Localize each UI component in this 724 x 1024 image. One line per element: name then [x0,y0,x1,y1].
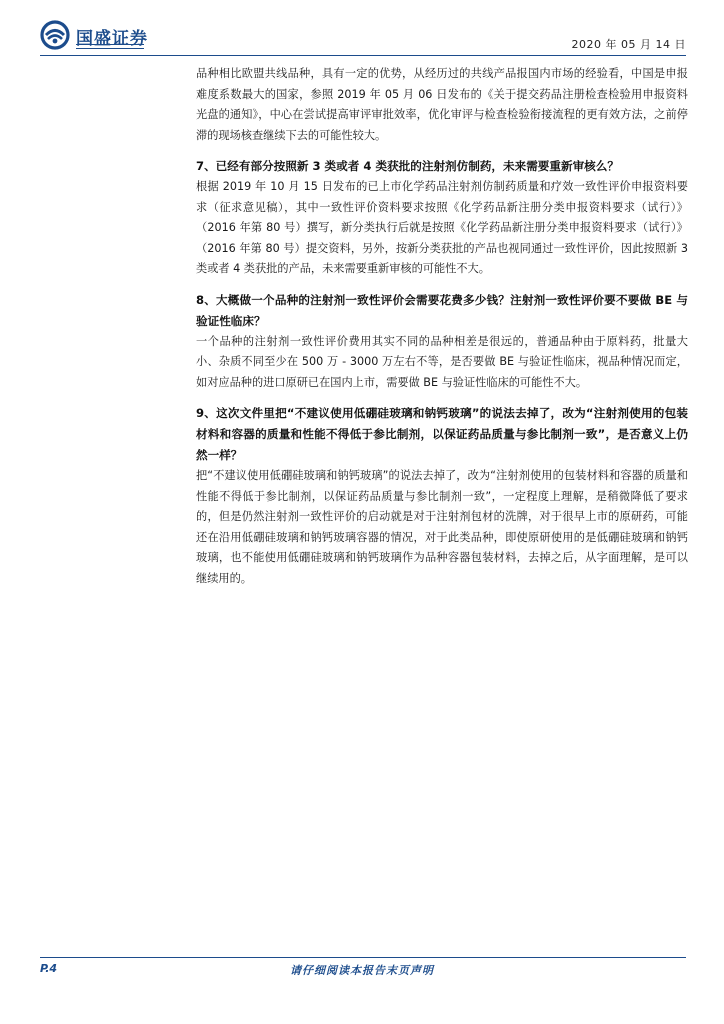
brand-logo [40,20,180,52]
report-date: 2020 年 05 月 14 日 [571,38,686,51]
guosheng-logo-icon [40,20,70,50]
section-spacer [196,393,688,403]
answer-9: 把“不建议使用低硼硅玻璃和钠钙玻璃”的说法去掉了，改为“注射剂使用的包装材料和容器的质量和性能不得低于参比制剂，以保证药品质量与参比制剂一致”，一定程度上理解，是稍微降低了要求的，但是仍然注射剂一致性评价的启动就是对于注射剂包材的洗牌，对于很早上市的原研药，可能还在沿用低硼硅玻璃和钠钙玻璃容器的情况，对于此类品种，即使原研使用的是低硼硅玻璃和钠钙玻璃，也不能使用低硼硅玻璃和钠钙玻璃作为品种容器包装材料，去掉之后，从字面理解，是可以继续用的。 [196,469,688,585]
question-8: 8、大概做一个品种的注射剂一致性评价会需要花费多少钱？注射剂一致性评价要不要做 BE 与验证性临床？ [196,292,688,328]
logo-text: 国盛证券 [76,29,148,49]
footer-divider [40,957,686,958]
section-spacer [196,146,688,156]
question-9: 9、这次文件里把“不建议使用低硼硅玻璃和钠钙玻璃”的说法去掉了，改为“注射剂使用的包装材料和容器的质量和性能不得低于参比制剂，以保证药品质量与参比制剂一致”，是否意义上仍然一样？ [196,406,688,462]
report-body [196,64,688,589]
intro-paragraph: 品种相比欧盟共线品种，具有一定的优势，从经历过的共线产品报国内市场的经验看，中国是申报难度系数最大的国家，参照 2019 年 05 月 06 日发布的《关于提交药品注册检查检验用申报资料光盘的通知》，中心在尝试提高审评审批效率，优化审评与检查检验衔接流程的更有效方法，之前停滞的现场核查继续下去的可能性较大。 [196,67,688,142]
question-7: 7、已经有部分按照新 3 类或者 4 类获批的注射剂仿制药，未来需要重新审核么？ [196,159,619,173]
answer-8: 一个品种的注射剂一致性评价费用其实不同的品种相差是很远的，普通品种由于原料药，批量大小、杂质不同至少在 500 万 - 3000 万左右不等，是否要做 BE 与验证性临床，视品种情况而定，如对应品种的进口原研已在国内上市，需要做 BE 与验证性临床的可能性不大。 [196,334,688,389]
logo-underline [76,44,144,49]
header-divider [40,55,686,56]
footer-disclaimer: 请仔细阅读本报告末页声明 [290,964,434,977]
page-number: P.4 [40,962,58,975]
answer-7: 根据 2019 年 10 月 15 日发布的已上市化学药品注射剂仿制药质量和疗效一致性评价申报资料要求（征求意见稿），其中一致性评价资料要求按照《化学药品新注册分类申报资料要求（试行）》（2016 年第 80 号）撰写，新分类执行后就是按照《化学药品新注册分类申报资料要求（试行）》（2016 年第 80 号）提交资料，另外，按新分类获批的产品也视同通过一致性评价，因此按照新 3 类或者 4 类获批的产品，未来需要重新审核的可能性不大。 [196,180,688,275]
page-header [40,18,686,58]
section-spacer [196,280,688,290]
